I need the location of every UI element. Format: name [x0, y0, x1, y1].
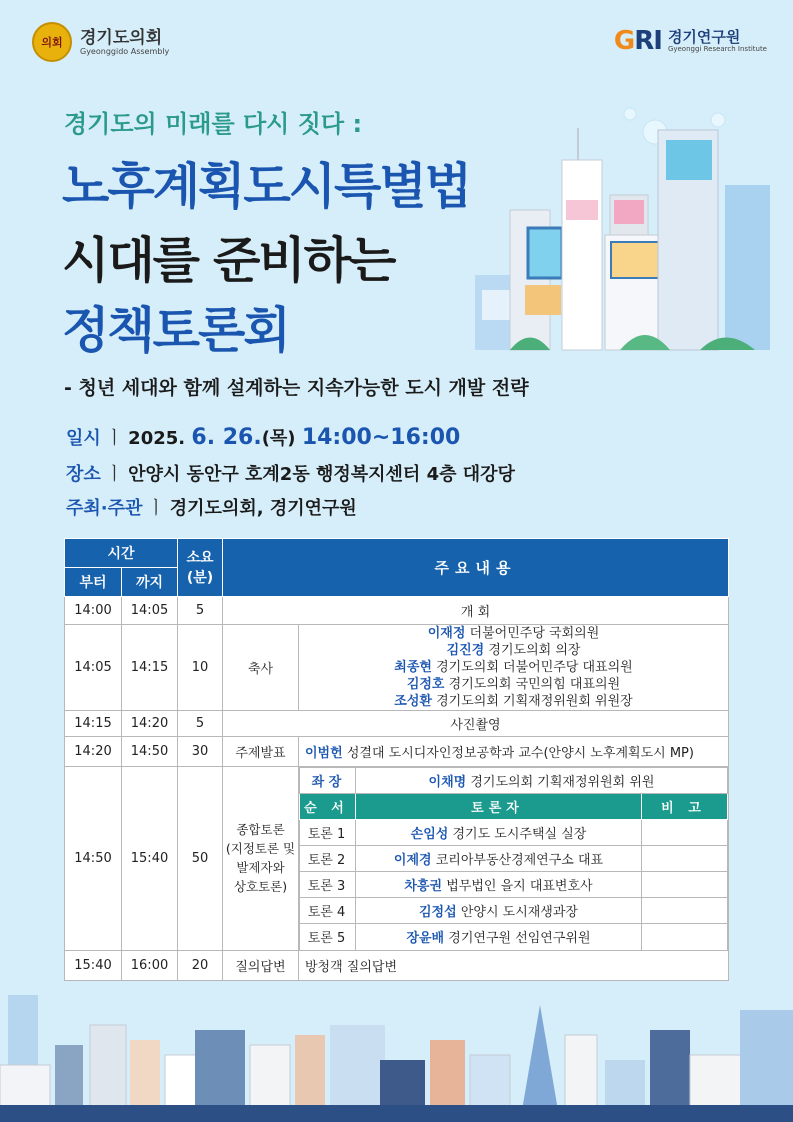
header-from: 부터: [65, 568, 122, 597]
header-time: 시간: [65, 539, 178, 568]
assembly-name: 경기도의회: [80, 27, 163, 48]
gri-name: 경기연구원: [667, 28, 741, 46]
schedule-table: [64, 538, 729, 981]
table-row: 14:20 14:50 30 주제발표 이범헌 성결대 도시디자인정보공학과 교수(안양시 노후계획도시 MP): [65, 737, 729, 767]
header-content: 주요내용: [223, 539, 729, 597]
gri-mark-icon: GRI: [613, 26, 662, 56]
table-row: 14:05 14:15 10 축사 이재정 더불어민주당 국회의원 김진경 경기도의회 의장 최종현 경기도의회 더불어민주당 대표의원 김정호 경기도의회 국민의힘 대표의원 조성환 경기도의회 기획재정위원회 위원장: [65, 625, 729, 711]
tagline: - 청년 세대와 함께 설계하는 지속가능한 도시 개발 전략: [64, 377, 529, 399]
table-row: 14:15 14:20 5 사진촬영: [65, 711, 729, 737]
title-line-2: 시대를 준비하는: [62, 232, 395, 289]
table-row: 15:40 16:00 20 질의답변 방청객 질의답변: [65, 950, 729, 980]
table-row: 14:50 15:40 50 종합토론 (지정토론 및 발제자와 상호토론) 좌 장 이채명 경기도의회 기획재정위원회 위원 순 서 토론자 비 고 토론 1 손임성 경기도 도시주택실 실장 토론 2 이제경 코리아부동산경제연구소 대표 토론 3 차흥권 법무법인 을지 대표변호사 토론 4 김정섭 안양시 도시재생과장 토론 5 장윤배 경기연구원 선임연구위원: [65, 767, 729, 951]
city-skyline-illustration: [0, 985, 793, 1122]
header-duration: 소요 (분): [178, 539, 223, 597]
title-subtitle: 경기도의 미래를 다시 짓다 :: [64, 110, 363, 138]
gri-logo: [614, 26, 767, 56]
title-line-3: 정책토론회: [62, 302, 289, 359]
info-place: 장소 ㅣ 안양시 동안구 호계2동 행정복지센터 4층 대강당: [66, 464, 515, 485]
table-row: 14:00 14:05 5 개 회: [65, 597, 729, 625]
title-line-1: 노후계획도시특별법: [62, 158, 471, 215]
assembly-seal-icon: 의회: [32, 22, 72, 62]
assembly-name-en: Gyeonggido Assembly: [80, 46, 170, 56]
city-buildings-illustration: [470, 100, 790, 355]
panel-table: 좌 장 이채명 경기도의회 기획재정위원회 위원 순 서 토론자 비 고 토론 1 손임성 경기도 도시주택실 실장 토론 2 이제경 코리아부동산경제연구소 대표 토론 3 차흥권 법무법인 을지 대표변호사 토론 4 김정섭 안양시 도시재생과장 토론 5 장윤배 경기연구원 선임연구위원: [299, 767, 728, 950]
info-date: 일시 ㅣ 2025. 6. 26.(목) 14:00~16:00: [66, 425, 461, 450]
info-host: 주최·주관 ㅣ 경기도의회, 경기연구원: [66, 498, 357, 519]
gri-name-en: Gyeonggi Research Institute: [667, 45, 767, 53]
gyeonggi-assembly-logo: [32, 22, 169, 62]
header-to: 까지: [122, 568, 178, 597]
